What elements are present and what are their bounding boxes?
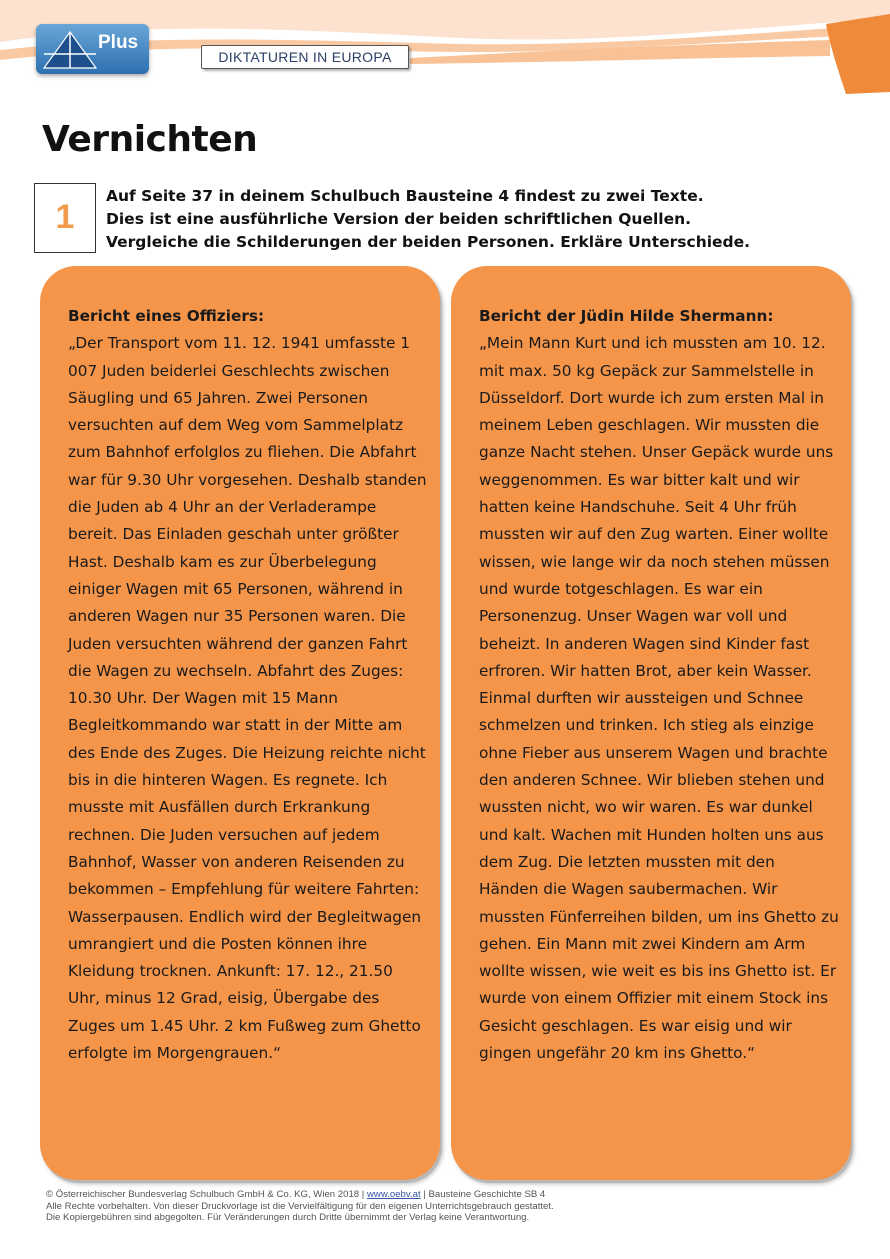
- source-card-officer: [40, 266, 440, 1180]
- footer-book-title: | Bausteine Geschichte SB 4: [420, 1189, 546, 1200]
- task-instructions: [106, 185, 866, 254]
- task-line: Auf Seite 37 in deinem Schulbuch Bausteine 4 findest zu zwei Texte.: [106, 187, 704, 205]
- topic-label: DIKTATUREN IN EUROPA: [201, 45, 409, 69]
- footer-line-3: Die Kopiergebühren sind abgegolten. Für Veränderungen durch Dritte übernimmt der Verlag keine Verantwortung.: [46, 1212, 530, 1223]
- task-line: Vergleiche die Schilderungen der beiden Personen. Erkläre Unterschiede.: [106, 233, 751, 251]
- source-title-officer: Bericht eines Offiziers:: [68, 307, 265, 325]
- source-text-shermann: „Mein Mann Kurt und ich mussten am 10. 12. mit max. 50 kg Gepäck zur Sammelstelle in Düsseldorf. Dort wurde ich zum ersten Mal in meinem Leben geschlagen. Wir mussten die ganze Nacht stehen. Unser Gepäck wurde uns weggenommen. Es war bitter kalt und wir hatten keine Handschuhe. Seit 4 Uhr früh mussten wir auf den Zug warten. Einer wollte wissen, wie lange wir da noch stehen müssen und wurde totgeschlagen. Es war ein Personenzug. Unser Wagen war voll und beheizt. In anderen Wagen sind Kinder fast erfroren. Wir hatten Brot, aber kein Wasser. Einmal durften wir aussteigen und Schnee schmelzen und trinken. Ich stieg als einzige ohne Fieber aus unserem Wagen und brachte den anderen Schnee. Wir blieben stehen und wussten nicht, wo wir waren. Es war dunkel und kalt. Wachen mit Hunden holten uns aus dem Zug. Die letzten mussten mit den Händen die Wagen saubermachen. Wir mussten Fünferreihen bilden, um ins Ghetto zu gehen. Ein Mann mit zwei Kindern am Arm wollte wissen, wie weit es bis ins Ghetto ist. Er wurde von einem Offizier mit einem Stock ins Gesicht geschlagen. Es war eisig und wir gingen ungefähr 20 km ins Ghetto.“: [479, 334, 839, 1063]
- footer-line-1: [46, 1189, 866, 1201]
- footer-line-2: Alle Rechte vorbehalten. Von dieser Druckvorlage ist die Vervielfältigung für den eigenen Unterrichtsgebrauch gestattet.: [46, 1200, 554, 1212]
- task-number: 1: [34, 183, 96, 253]
- footer: [46, 1189, 866, 1224]
- footer-copyright: © Österreichischer Bundesverlag Schulbuch GmbH & Co. KG, Wien 2018 |: [46, 1189, 367, 1200]
- triangle-logo-icon: [42, 30, 98, 70]
- source-card-shermann: [451, 266, 851, 1180]
- publisher-link[interactable]: www.oebv.at: [366, 1189, 421, 1200]
- task-line: Dies ist eine ausführliche Version der beiden schriftlichen Quellen.: [106, 210, 692, 228]
- logo-text: Plus: [98, 32, 139, 53]
- plus-logo: [36, 24, 149, 74]
- source-text-officer: „Der Transport vom 11. 12. 1941 umfasste 1 007 Juden beiderlei Geschlechts zwischen Säugling und 65 Jahren. Zwei Personen versuchten auf dem Weg vom Sammelplatz zum Bahnhof erfolglos zu fliehen. Die Abfahrt war für 9.30 Uhr vorgesehen. Deshalb standen die Juden ab 4 Uhr an der Verladerampe bereit. Das Einladen geschah unter größter Hast. Deshalb kam es zur Überbelegung einiger Wagen mit 65 Personen, während in anderen Wagen nur 35 Personen waren. Die Juden versuchten während der ganzen Fahrt die Wagen zu wechseln. Abfahrt des Zuges: 10.30 Uhr. Der Wagen mit 15 Mann Begleitkommando war statt in der Mitte am des Ende des Zuges. Die Heizung reichte nicht bis in die hinteren Wagen. Es regnete. Ich musste mit Ausfällen durch Erkrankung rechnen. Die Juden versuchen auf jedem Bahnhof, Wasser von anderen Reisenden zu bekommen – Empfehlung für weitere Fahrten: Wasserpausen. Endlich wird der Begleitwagen umrangiert und die Posten können ihre Kleidung trocknen. Ankunft: 17. 12., 21.50 Uhr, minus 12 Grad, eisig, Übergabe des Zuges um 1.45 Uhr. 2 km Fußweg zum Ghetto erfolgte im Morgengrauen.“: [68, 334, 427, 1063]
- source-title-shermann: Bericht der Jüdin Hilde Shermann:: [479, 307, 774, 325]
- page-title: Vernichten: [42, 119, 258, 160]
